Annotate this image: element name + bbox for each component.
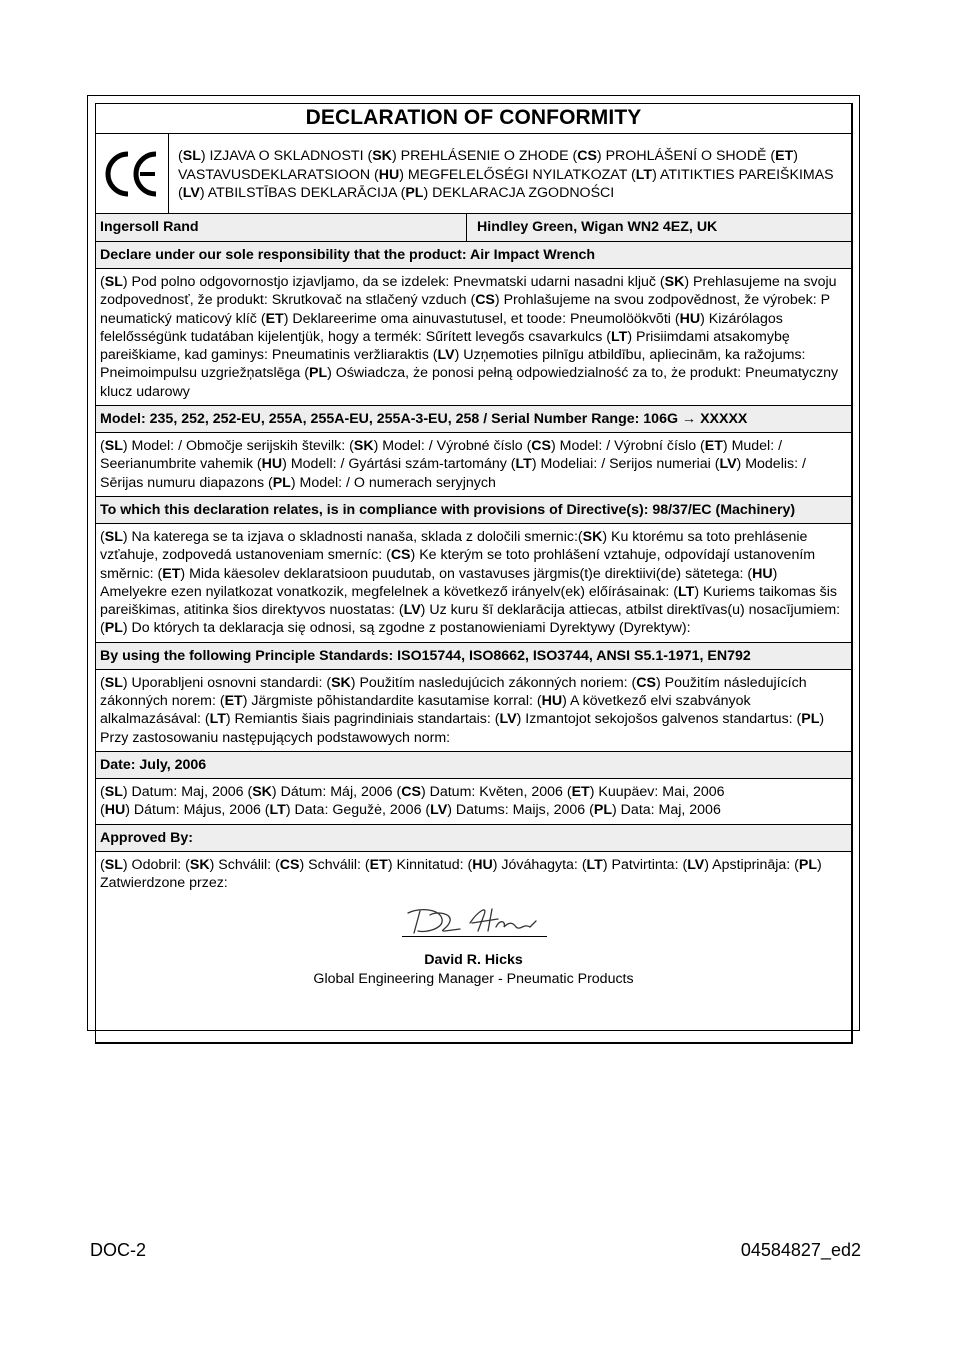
language-code: LV: [719, 456, 737, 473]
company-name: Ingersoll Rand: [96, 214, 467, 241]
language-code: SL: [182, 148, 201, 164]
document-code: 04584827_ed2: [740, 1240, 861, 1260]
directive-heading: To which this declaration relates, is in compliance with provisions of Directive(s): 98/37/EC (Machinery): [96, 497, 851, 524]
ce-mark-cell: [96, 134, 169, 213]
company-row: [96, 214, 851, 242]
multilingual-title: [169, 134, 851, 213]
approved-text: (SL) Odobril: (SK) Schválil: (CS) Schválil: (ET) Kinnitatud: (HU) Jóváhagyta: (LT) Patvirtinta: (LV) Apstiprināja: (PL) Zatwierdzone przez:: [100, 856, 822, 891]
language-code: PL: [272, 474, 291, 491]
language-code: LV: [430, 802, 448, 819]
signature-image: [400, 901, 550, 937]
signer-name: David R. Hicks: [424, 951, 523, 968]
page-number: DOC-2: [90, 1240, 147, 1260]
signer-title: Global Engineering Manager - Pneumatic Products: [313, 970, 634, 987]
language-code: SK: [331, 674, 351, 691]
language-code: SL: [104, 674, 123, 691]
language-code: PL: [104, 620, 123, 637]
directive-text: (SL) Na katerega se ta izjava o skladnosti nanaša, sklada z določili smernic:(SK) Ku ktorému sa toto prehlásenie vzťahuje, zodpovedá ustanoveniam smerníc: (CS) Ke kterým se toto prohlášení vztahuje, odpovídají ustanovením směrnic: (ET) Mida käesolev deklaratsioon puudutab, on vastavuses järgmis(t)e direktiivi(de) sätetega: (HU) Amelyekre ezen nyilatkozat vonatkozik, megfelelnek a következő irányelv(ek) előírásainak: (LT) Kuriems taikomas šis pareiškimas, atitinka šios direktyvos nuostatas: (LV) Uz kuru šī deklarācija attiecas, atbilst direktīvas(u) nosacījumiem: (PL) Do których ta deklaracja się odnosi, są zgodne z postanowieniami Dyrektywy (Dyrektyw):: [100, 528, 841, 637]
date-translations: [96, 779, 851, 825]
language-code: PL: [593, 802, 613, 819]
heading-langs: (SL) IZJAVA O SKLADNOSTI (SK) PREHLÁSENIE O ZHODE (CS) PROHLÁŠENÍ O SHODĚ (ET) VASTAVUSDEKLARATSIOON (HU) MEGFELELŐSÉGI NYILATKOZAT (LT) ATITIKTIES PAREIŠKIMAS (LV) ATBILSTĪBAS DEKLARĀCIJA (PL) DEKLARACJA ZGODNOŚCI: [178, 148, 834, 201]
language-code: HU: [541, 693, 563, 710]
model-translations: [96, 433, 851, 497]
directive-translations: [96, 524, 851, 643]
language-code: PL: [801, 711, 820, 728]
language-code: CS: [475, 292, 495, 309]
language-code: ET: [162, 565, 181, 582]
language-code: PL: [308, 365, 328, 382]
language-code: HU: [378, 166, 400, 183]
language-code: LT: [678, 583, 695, 600]
language-code: HU: [261, 456, 283, 473]
language-code: LT: [209, 711, 226, 728]
date-line-1: (SL) Datum: Maj, 2006 (SK) Dátum: Máj, 2006 (CS) Datum: Květen, 2006 (ET) Kuupäev: Mai, 2006: [100, 783, 725, 800]
language-code: ET: [224, 693, 243, 710]
language-code: LT: [586, 856, 603, 873]
language-code: ET: [775, 148, 794, 164]
language-code: LV: [437, 347, 455, 364]
language-code: SK: [189, 856, 210, 873]
declare-heading: Declare under our sole responsibility that the product: Air Impact Wrench: [96, 242, 851, 269]
company-address: Hindley Green, Wigan WN2 4EZ, UK: [477, 219, 718, 235]
language-code: SK: [582, 528, 603, 545]
language-code: LV: [182, 185, 200, 201]
language-code: PL: [405, 185, 424, 201]
declare-text: (SL) Pod polno odgovornostjo izjavljamo, da se izdelek: Pnevmatski udarni nasadni ključ (SK) Prehlasujeme na svoju zodpovednosť, že produkt: Skrutkovač na stlačený vzduch (CS) Prohlašujeme na svou zodpovědnost, že výrobek: P neumatický maticový klíč (ET) Deklareerime oma ainuvastutusel, et toode: Pneumolöökvõti (HU) Kizárólagos felelősségünk tudatában kijelentjük, hogy a termék: Sűrített levegős csavarkulcs (LT) Prisiimdami atsakomybę pareiškiame, kad gaminys: Pneumatinis veržliaraktis (LV) Uzņemoties pilnīgu atbildību, apliecinām, ka ražojums: Pneimoimpulsu uzgriežņatslēga (PL) Oświadcza, że ponosi pełną odpowiedzialność za to, że produkt: Pneumatyczny klucz udarowy: [100, 274, 839, 400]
language-code: HU: [752, 565, 773, 582]
language-code: ET: [571, 783, 590, 800]
language-code: CS: [531, 438, 552, 455]
model-text: (SL) Model: / Območje serijskih številk: (SK) Model: / Výrobné číslo (CS) Model: / Výrobní číslo (ET) Mudel: / Seerianumbrite vahemik (HU) Modell: / Gyártási szám-tartomány (LT) Modeliai: / Serijos numeriai (LV) Modelis: / Sērijas numuru diapazons (PL) Model: / O numerach seryjnych: [100, 438, 806, 491]
language-code: LT: [611, 328, 628, 345]
date-heading: Date: July, 2006: [96, 752, 851, 779]
language-code: LT: [515, 456, 532, 473]
standards-heading: By using the following Principle Standards: ISO15744, ISO8662, ISO3744, ANSI S5.1-1971, EN792: [96, 643, 851, 670]
language-code: ET: [704, 438, 723, 455]
document-title: DECLARATION OF CONFORMITY: [96, 104, 851, 134]
approved-translations: [96, 852, 851, 893]
language-code: ET: [369, 856, 388, 873]
language-code: SK: [372, 148, 392, 164]
date-line-2: (HU) Dátum: Május, 2006 (LT) Data: Gegužė, 2006 (LV) Datums: Maijs, 2006 (PL) Data: Maj, 2006: [100, 802, 721, 819]
language-code: SL: [104, 528, 123, 545]
declaration-form: [95, 103, 853, 1044]
approval-block: [96, 852, 851, 1042]
language-code: CS: [390, 547, 411, 564]
language-code: SL: [104, 274, 123, 290]
model-heading: Model: 235, 252, 252-EU, 255A, 255A-EU, 255A-3-EU, 258 / Serial Number Range: 106G → XXXXX: [96, 406, 851, 433]
language-code: LT: [635, 166, 653, 183]
declare-translations: [96, 269, 851, 406]
language-code: ET: [265, 310, 284, 327]
language-code: SL: [104, 856, 123, 873]
language-code: HU: [104, 802, 126, 819]
signature-line: [402, 936, 547, 937]
language-code: LV: [403, 602, 421, 619]
language-code: LV: [687, 856, 705, 873]
standards-translations: [96, 670, 851, 752]
language-code: SL: [104, 783, 123, 800]
language-code: SK: [664, 274, 685, 290]
language-code: CS: [636, 674, 656, 691]
language-code: CS: [279, 856, 300, 873]
language-code: CS: [577, 148, 597, 164]
language-code: CS: [401, 783, 421, 800]
approved-heading: Approved By:: [96, 825, 851, 852]
language-code: LT: [269, 802, 286, 819]
language-code: HU: [472, 856, 493, 873]
ce-header-row: [96, 134, 851, 214]
language-code: SK: [252, 783, 272, 800]
standards-text: (SL) Uporabljeni osnovni standardi: (SK) Použitím nasledujúcich zákonných noriem: (CS) Použitím následujících zákonných norem: (ET) Järgmiste põhistandardite kasutamise korral: (HU) A következő elvi szabványok alkalmazásával: (LT) Remiantis šiais pagrindiniais standartais: (LV) Izmantojot sekojošos galvenos standartus: (PL) Przy zastosowaniu następujących podstawowych norm:: [100, 674, 825, 746]
language-code: LV: [499, 711, 517, 728]
language-code: SL: [104, 438, 123, 455]
ce-mark-icon: [103, 149, 161, 199]
language-code: PL: [798, 856, 818, 873]
language-code: SK: [353, 438, 374, 455]
language-code: HU: [679, 310, 701, 327]
